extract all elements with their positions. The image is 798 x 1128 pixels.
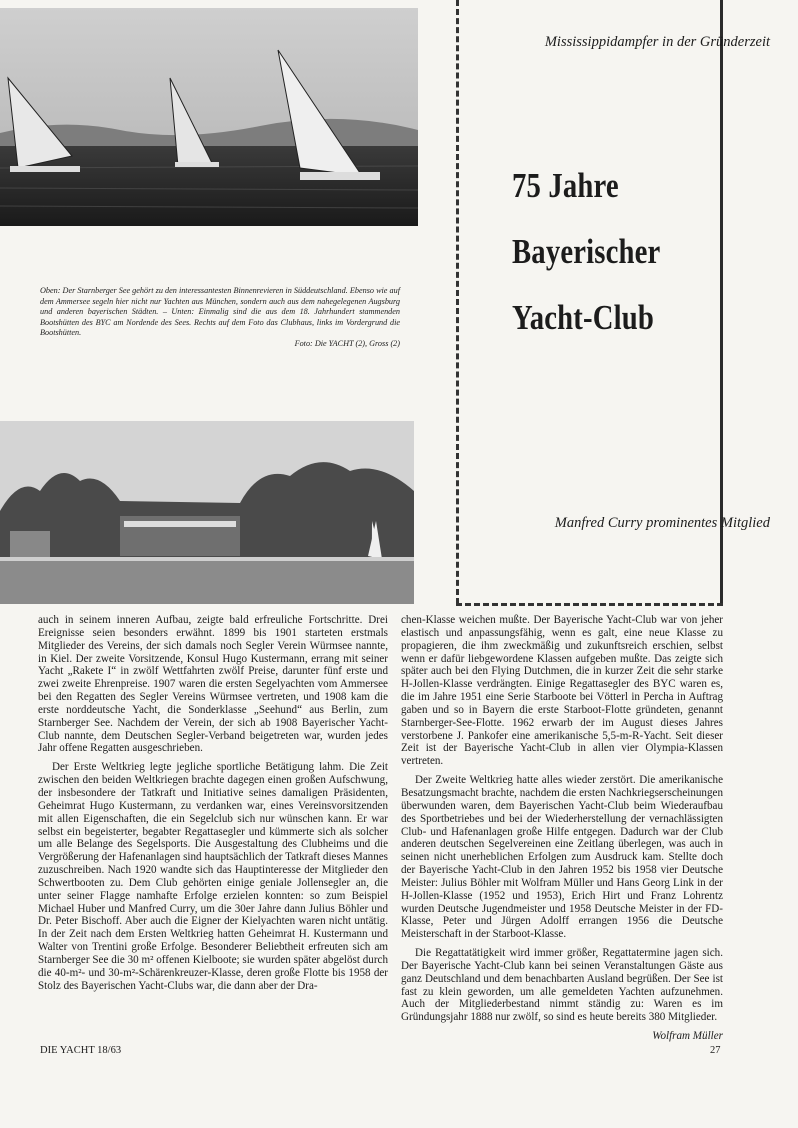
page-number: 27 xyxy=(710,1045,721,1056)
paragraph: Die Regattatätigkeit wird immer größer, Regattatermine jagen sich. Der Bayerische Yacht-Club kann bei seinen Veranstaltungen Gäste aus ganz Deutschland und dem benachbarten Ausland begrüßen. Der See ist fast zu klein geworden, um alle gemeldeten Yachten aufzunehmen. Auch der Mitgliederbestand nimmt ständig zu: Waren es im Gründungsjahr 1888 nur zwölf, so sind es heute bereits 380 Mitglieder. xyxy=(401,947,723,1024)
photo-caption xyxy=(40,286,400,350)
header-right-rule xyxy=(720,0,723,604)
caption-text: Oben: Der Starnberger See gehört zu den interessantesten Binnenrevieren in Süddeutschland. Ebenso wie auf dem Ammersee segeln hier nicht nur Yachten aus München, sondern auch aus dem nahegelegenen Augsburg und anderen bayerischen Städten. – Unten: Einmalig sind die aus dem 18. Jahrhundert stammenden Bootshütten des BYC am Nordende des Sees. Rechts auf dem Foto das Clubhaus, links im Vordergrund die Bootshütten. xyxy=(40,286,400,338)
article-column-1 xyxy=(38,614,388,998)
paragraph: auch in seinem inneren Aufbau, zeigte bald erfreuliche Fortschritte. Drei Ereignisse seien besonders erwähnt. 1899 bis 1901 starteten erstmals Mitglieder des Vereins, der sich damals noch Segler Verein Würmsee nannte, in Kiel. Der zweite Vorsitzende, Konsul Hugo Kustermann, errang mit seiner Yacht „Rakete I“ in zwölf Wettfahrten zwölf Preise, darunter fünf erste und zwei zweite Ehrenpreise. 1907 waren die ersten Segelyachten vom Ammersee bei den Regatten des Segler Vereins Würmsee vertreten, und 1908 kam die erste norddeutsche Yacht, die Sonderklasse „Seehund“ aus Berlin, zum Starnberger See. Nachdem der Verein, der sich ab 1908 Bayerischer Yacht-Club nannte, dem Deutschen Segler-Verband beigetreten war, wurden jedes Jahr offene Regatten ausgeschrieben. xyxy=(38,614,388,755)
header-bottom-rule xyxy=(456,603,723,606)
photo-boathouses xyxy=(0,421,414,604)
kicker: Mississippidampfer in der Gründerzeit xyxy=(544,34,770,50)
subkicker: Manfred Curry prominentes Mitglied xyxy=(554,515,770,531)
photo-sailboats xyxy=(0,8,418,226)
paragraph: Der Erste Weltkrieg legte jegliche sportliche Betätigung lahm. Die Zeit zwischen den beiden Weltkriegen brachte dagegen einen großen Aufschwung, der insbesondere der Tatkraft und Initiative seines damaligen Präsidenten, Geheimrat Hugo Kustermann, zu verdanken war, eines Vereinsvorsitzenden mit allen Eigenschaften, die ein Segelclub sich nur wünschen kann. Er war selbst ein begeisterter, begabter Regattasegler und kümmerte sich als solcher um alle Belange des Segelsports. Die Ausgestaltung des Clubheims und die Vergrößerung der Hafenanlagen sind hauptsächlich der Tatkraft dieses Mannes zuzuschreiben. Nach 1920 wandte sich das Hauptinteresse der Mitglieder den Schwertbooten zu. Dem Club gehörten einige geniale Jollensegler an, die unter seiner Flagge namhafte Erfolge erzielen konnten: so zum Beispiel Michael Huber und Manfred Curry, um die 30er Jahre dann Julius Böhler und Dr. Peter Bischoff. Aber auch die Eigner der Kielyachten waren nicht untätig. In der Zeit nach dem Ersten Weltkrieg hatten Geheimrat H. Kustermann und Walter von Trentini große Erfolge. Besonderer Beliebtheit erfreuten sich am Starnberger See die 30 m² offenen Kielboote; sie wurden später abgelöst durch die 40-m²- und 30-m²-Schärenkreuzer-Klasse, deren große Flotte bis 1958 der Stolz des Bayerischen Yacht-Clubs war, die dann aber der Dra- xyxy=(38,761,388,992)
headline-line-2: Bayerischer xyxy=(512,232,661,271)
headline-line-3: Yacht-Club xyxy=(512,298,654,337)
photo-credit: Foto: Die YACHT (2), Gross (2) xyxy=(294,338,400,348)
headline-line-1: 75 Jahre xyxy=(512,166,619,205)
paragraph: Der Zweite Weltkrieg hatte alles wieder zerstört. Die amerikanische Besatzungsmacht brachte, nachdem die ersten Nachkriegserscheinungen überwunden waren, dem Bayerischen Yacht-Club beim Wiederaufbau des Sportbetriebes und bei der Wiederherstellung der vernachlässigten Club- und Hafenanlagen große Hilfe entgegen. Dadurch war der Club anderen deutschen Segelvereinen eine Zeitlang überlegen, was auch in seinen nicht unerheblichen Erfolgen zum Ausdruck kam. Stellte doch der Bayerische Yacht-Club in den Jahren 1952 bis 1958 vier Deutsche Meister: Julius Böhler mit Wolfram Müller und Hans Georg Link in der H-Jollen-Klasse (1952 und 1953), Erich Hirt und Franz Lohrentz wurden Deutsche Jugendmeister und 1958 Deutsche Meister in der FD-Klasse, Peter und Jürgen Adolff errangen 1956 die Deutsche Meisterschaft in der Starboot-Klasse. xyxy=(401,774,723,941)
author-signature: Wolfram Müller xyxy=(652,1030,723,1043)
article-column-2 xyxy=(401,614,723,1043)
paragraph: chen-Klasse weichen mußte. Der Bayerische Yacht-Club war von jeher elastisch und anpassungsfähig, wenn es galt, eine neue Klasse zu propagieren, die ihm zweckmäßig und zukunftsreich erschien, selbst wenn er dafür liebgewordene Klassen aufgeben mußte. Das zeigte sich später auch bei den Flying Dutchmen, die in kurzer Zeit die sehr starke H-Jollen-Klasse verdrängten. Einige Regattasegler des BYC waren es, die im Jahre 1951 eine Serie Starboote bei Vötterl in Percha in Auftrag gaben und so in Bayern die erste Starboot-Flotte gründeten, genannt Starnberger-See-Flotte. 1962 erwarb der im August dieses Jahres verstorbene J. Pankofer eine amerikanische 5,5-m-R-Yacht. Seit dieser Zeit ist der Bayerische Yacht-Club in allen vier Olympia-Klassen vertreten. xyxy=(401,614,723,768)
footer-publication: DIE YACHT 18/63 xyxy=(40,1045,122,1056)
header-left-rule xyxy=(456,0,459,604)
